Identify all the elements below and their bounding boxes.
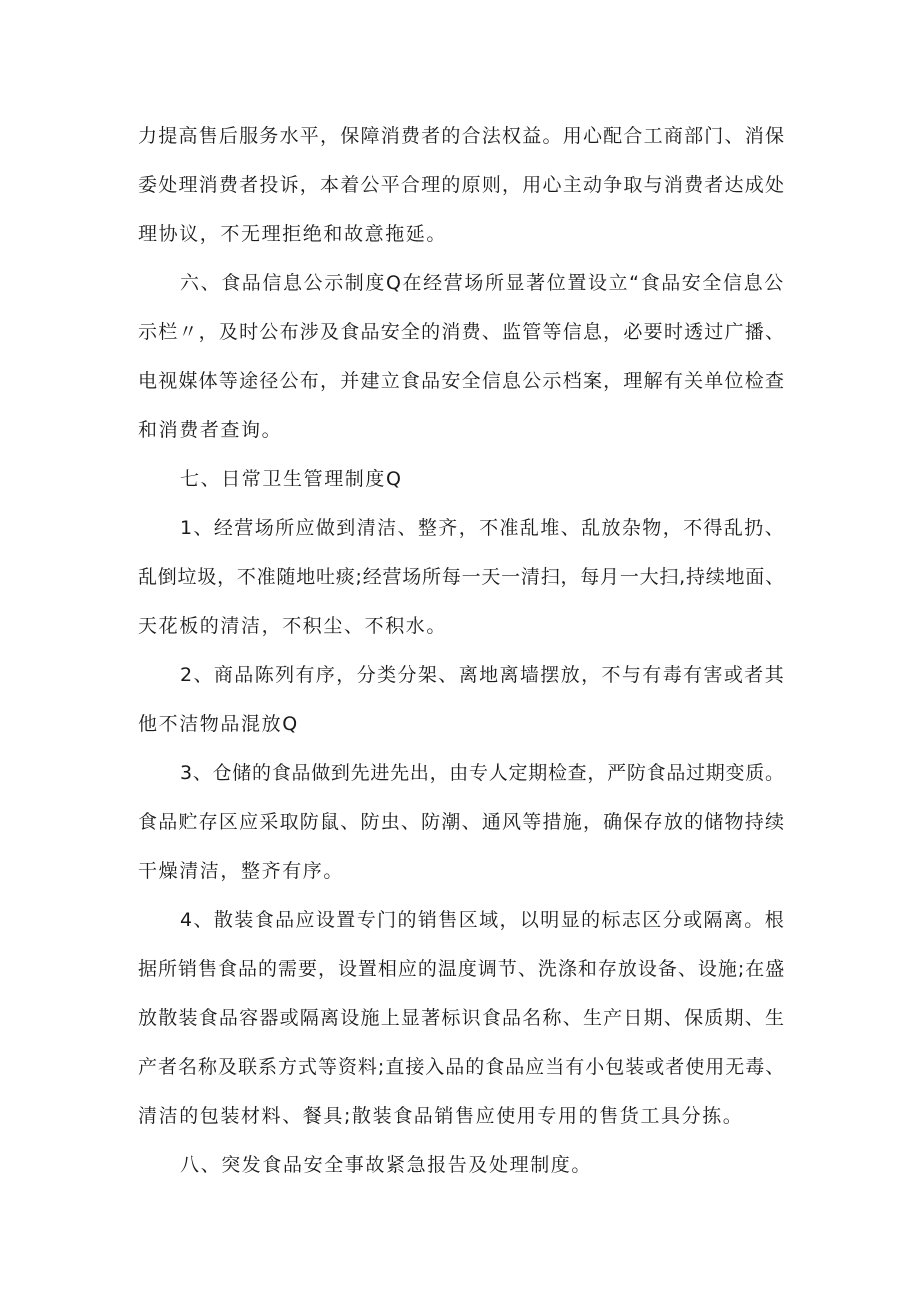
text-line: 力提高售后服务水平，保障消费者的合法权益。用心配合工商部门、消保 — [138, 125, 786, 147]
text-line: 委处理消费者投诉，本着公平合理的原则，用心主动争取与消费者达成处 — [138, 174, 786, 196]
list-item-4: 4、散装食品应设置专门的销售区域，以明显的标志区分或隔离。根 — [180, 909, 786, 931]
text-line: 和消费者查询。 — [138, 419, 283, 441]
section-heading-eight: 八、突发食品安全事故紧急报告及处理制度。 — [180, 1154, 593, 1176]
section-heading-six: 六、食品信息公示制度Q在经营场所显著位置设立“食品安全信息公 — [180, 272, 785, 294]
text-line: 乱倒垃圾，不准随地吐痰;经营场所每一天一清扫，每月一大扫,持续地面、 — [138, 566, 785, 588]
list-item-2: 2、商品陈列有序，分类分架、离地离墙摆放，不与有毒有害或者其 — [180, 664, 786, 686]
text-line: 示栏〃，及时公布涉及食品安全的消费、监管等信息，必要时透过广播、 — [138, 321, 786, 343]
text-line: 电视媒体等途径公布，并建立食品安全信息公示档案，理解有关单位检查 — [138, 370, 786, 392]
text-line: 天花板的清洁，不积尘、不积水。 — [138, 615, 448, 637]
text-line: 清洁的包装材料、餐具;散装食品销售应使用专用的售货工具分拣。 — [138, 1105, 744, 1127]
text-line: 他不洁物品混放Q — [138, 713, 299, 735]
text-line: 理协议，不无理拒绝和故意拖延。 — [138, 223, 448, 245]
text-line: 产者名称及联系方式等资料;直接入品的食品应当有小包装或者使用无毒、 — [138, 1056, 786, 1078]
text-line: 放散装食品容器或隔离设施上显著标识食品名称、生产日期、保质期、生 — [138, 1007, 786, 1029]
text-line: 据所销售食品的需要，设置相应的温度调节、洗涤和存放设备、设施;在盛 — [138, 958, 786, 980]
list-item-1: 1、经营场所应做到清洁、整齐，不准乱堆、乱放杂物，不得乱扔、 — [180, 517, 786, 539]
text-line: 干燥清洁，整齐有序。 — [138, 860, 345, 882]
text-line: 食品贮存区应采取防鼠、防虫、防潮、通风等措施，确保存放的储物持续 — [138, 811, 786, 833]
section-heading-seven: 七、日常卫生管理制度Q — [180, 468, 403, 490]
list-item-3: 3、仓储的食品做到先进先出，由专人定期检查，严防食品过期变质。 — [180, 762, 785, 784]
